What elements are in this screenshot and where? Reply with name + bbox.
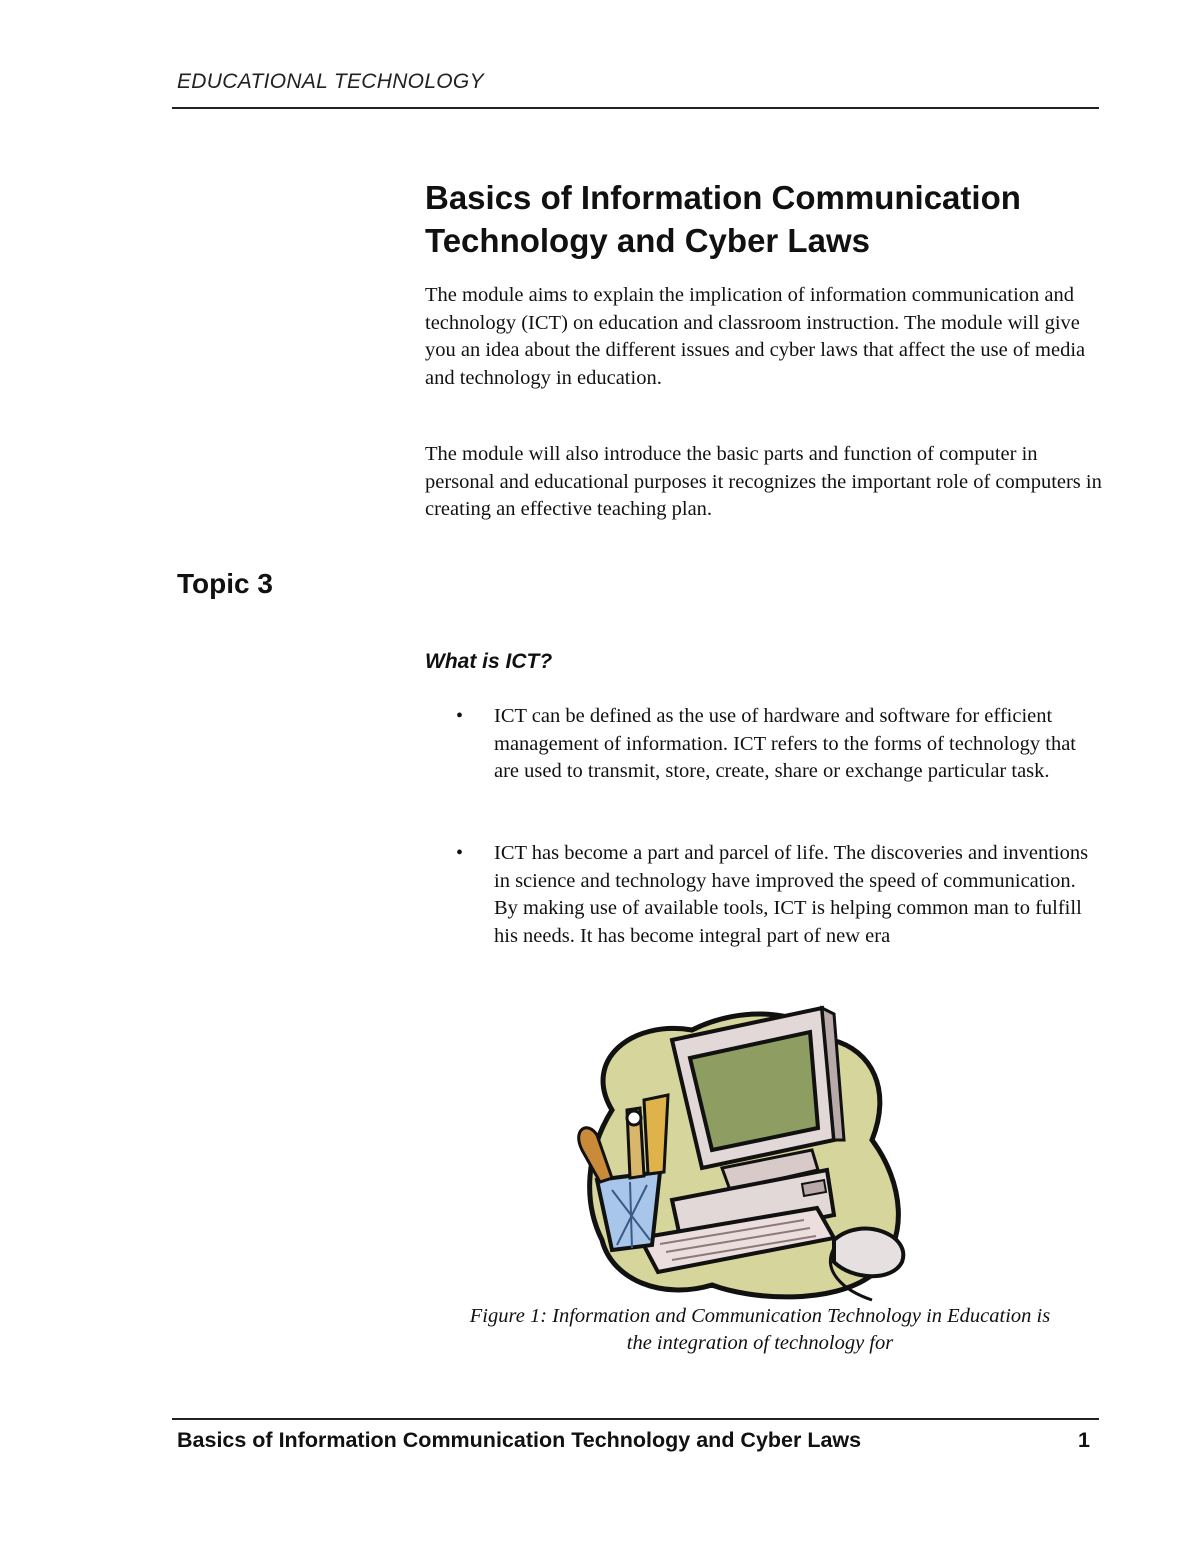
intro-paragraph-1: The module aims to explain the implication of information communication and technology (ICT) on education and classroom instruction. The module will give you an idea about the different issues and cyber laws that affect the use of media and technology in education.: [425, 284, 1086, 389]
topic-label: Topic 3: [177, 568, 273, 599]
title-line-1: Basics of Information Communication: [425, 179, 1021, 216]
bullet-icon: •: [456, 842, 464, 864]
bullet-list-1: [456, 703, 1096, 786]
list-item: [456, 840, 1096, 950]
header-rule: [172, 107, 1099, 109]
bullet-icon: •: [456, 705, 464, 727]
footer-title: Basics of Information Communication Technology and Cyber Laws: [177, 1428, 862, 1452]
footer-rule: [172, 1418, 1099, 1420]
list-item: [456, 703, 1096, 786]
intro-paragraph-2: The module will also introduce the basic parts and function of computer in personal and educational purposes it recognizes the important role of computers in creating an effective teaching plan.: [425, 443, 1102, 520]
page-number: 1: [1078, 1428, 1090, 1452]
running-header: EDUCATIONAL TECHNOLOGY: [177, 70, 484, 93]
caption-line-2: the integration of technology for: [626, 1332, 894, 1354]
section-heading: What is ICT?: [425, 650, 553, 673]
title-line-2: Technology and Cyber Laws: [425, 222, 870, 259]
page-title: [425, 176, 1105, 262]
bullet-text: ICT has become a part and parcel of life. The discoveries and inventions in science and technology have improved the speed of communication. By making use of available tools, ICT is helping common man to fulfill his needs. It has become integral part of new era: [494, 842, 1089, 947]
figure-caption: [400, 1303, 1120, 1357]
caption-line-1: Figure 1: Information and Communication Technology in Education is: [469, 1305, 1051, 1327]
bullet-text: ICT can be defined as the use of hardware and software for efficient management of information. ICT refers to the forms of technology that are used to transmit, store, create, share or exchange particular task.: [494, 705, 1076, 782]
computer-clipart-icon: [572, 1000, 932, 1305]
bullet-list-2: [456, 840, 1096, 950]
